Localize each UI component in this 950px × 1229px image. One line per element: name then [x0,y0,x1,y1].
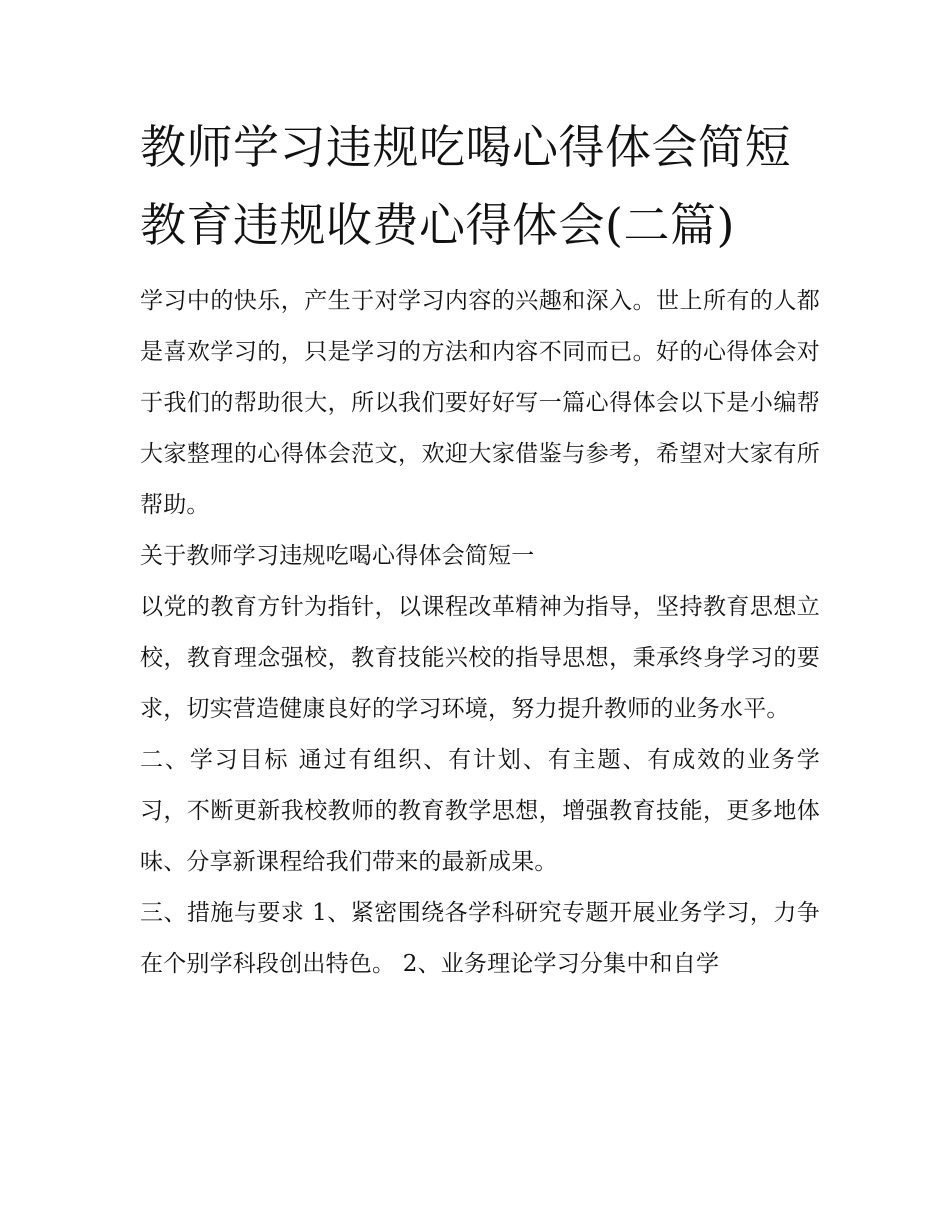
intro-paragraph: 学习中的快乐，产生于对学习内容的兴趣和深入。世上所有的人都是喜欢学习的，只是学习的方法和内容不同而已。好的心得体会对于我们的帮助很大，所以我们要好好写一篇心得体会以下是小编帮大家整理的心得体会范文，欢迎大家借鉴与参考，希望对大家有所帮助。 [140,288,820,518]
guiding-ideology-paragraph: 以党的教育方针为指针，以课程改革精神为指导，坚持教育思想立校，教育理念强校，教育技能兴校的指导思想，秉承终身学习的要求，切实营造健康良好的学习环境，努力提升教师的业务水平。 [140,594,820,722]
document-page [140,108,820,990]
learning-goals-paragraph: 二、学习目标 通过有组织、有计划、有主题、有成效的业务学习，不断更新我校教师的教育教学思想，增强教育技能，更多地体味、分享新课程给我们带来的最新成果。 [140,747,820,875]
measures-paragraph: 三、措施与要求 1、紧密围绕各学科研究专题开展业务学习，力争在个别学科段创出特色。 2、业务理论学习分集中和自学 [140,900,820,977]
document-title: 教师学习违规吃喝心得体会简短 教育违规收费心得体会(二篇) [140,120,791,252]
section-heading: 关于教师学习违规吃喝心得体会简短一 [140,543,535,569]
